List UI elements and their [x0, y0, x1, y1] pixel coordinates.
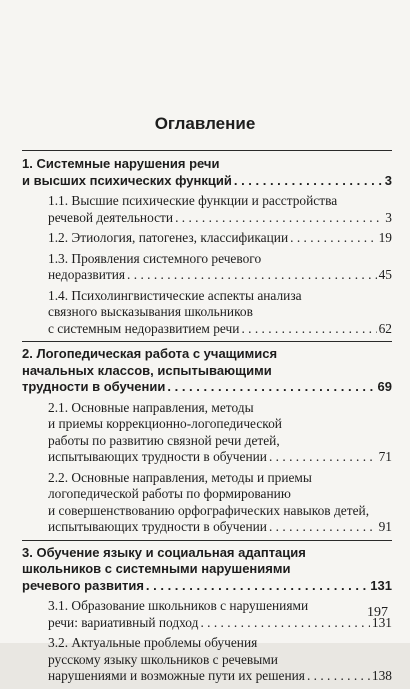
subsection-title-line: 1.3. Проявления системного речевого: [48, 250, 262, 266]
toc-section-1[interactable]: [22, 156, 392, 189]
subsection-title-line: испытывающих трудности в обучении: [48, 519, 267, 534]
toc-section-2[interactable]: [22, 346, 392, 396]
dot-leader: [269, 519, 377, 536]
dot-leader: [290, 230, 376, 247]
section-divider: [22, 341, 392, 342]
subsection-title-line: русскому языку школьников с речевыми: [48, 651, 278, 667]
section-title-line: трудности в обучении: [22, 379, 166, 394]
subsection-title-line: нарушениями и возможные пути их решения: [48, 668, 305, 683]
dot-leader: [127, 267, 377, 284]
section-title-line: начальных классов, испытывающими: [22, 362, 272, 378]
toc-subsection[interactable]: [22, 635, 392, 685]
subsection-title-line: 2.2. Основные направления, методы и приемы: [48, 469, 312, 485]
page-number: 197: [367, 605, 388, 620]
subsection-title-line: речевой деятельности: [48, 209, 174, 225]
section-page-number: 131: [370, 577, 392, 593]
subsection-title-line: и приемы коррекционно-логопедической: [48, 416, 282, 431]
dot-leader: [200, 615, 369, 632]
subsection-title-line: 1.4. Психолингвистические аспекты анализа: [48, 287, 302, 303]
dot-leader: [146, 578, 368, 595]
subsection-title-line: с системным недоразвитием речи: [48, 320, 240, 336]
toc-subsection[interactable]: [22, 193, 392, 226]
heading-rule: [22, 150, 392, 151]
subsection-page-number: 138: [371, 668, 392, 683]
toc-subsection[interactable]: [22, 400, 392, 466]
subsection-page-number: 91: [378, 519, 392, 534]
section-title-line: 3. Обучение языку и социальная адаптация: [22, 544, 306, 560]
subsection-title-line: связного высказывания школьников: [48, 304, 253, 319]
subsection-page-number: 62: [378, 320, 392, 336]
subsection-page-number: 45: [378, 267, 392, 282]
subsection-title-line: 3.1. Образование школьников с нарушениями: [48, 598, 309, 613]
subsection-title-line: 2.1. Основные направления, методы: [48, 399, 254, 415]
subsection-title-line: речи: вариативный подход: [48, 614, 199, 630]
subsection-title-line: недоразвития: [48, 267, 126, 282]
subsection-page-number: 19: [378, 230, 392, 245]
subsection-title-line: 1.2. Этиология, патогенез, классификации: [48, 230, 289, 245]
subsection-page-number: 131: [371, 614, 392, 630]
toc-subsection[interactable]: [22, 288, 392, 338]
subsection-title-line: испытывающих трудности в обучении: [48, 449, 267, 464]
dot-leader: [307, 668, 370, 685]
subsection-title-line: работы по развитию связной речи детей,: [48, 432, 280, 448]
toc-subsection[interactable]: [22, 470, 392, 536]
section-title-line: и высших психических функций: [22, 172, 232, 188]
section-title-line: 2. Логопедическая работа с учащимися: [22, 346, 278, 361]
dot-leader: [269, 449, 377, 466]
section-title-line: 1. Системные нарушения речи: [22, 156, 220, 171]
dot-leader: [175, 210, 383, 227]
section-page-number: 3: [384, 172, 392, 188]
dot-leader: [234, 173, 383, 190]
subsection-title-line: логопедической работы по формированию: [48, 486, 291, 501]
subsection-page-number: 71: [378, 449, 392, 464]
subsection-title-line: 1.1. Высшие психические функции и расстройства: [48, 193, 338, 208]
table-of-contents: [22, 156, 392, 689]
toc-subsection[interactable]: [22, 251, 392, 284]
section-title-line: речевого развития: [22, 577, 144, 593]
dot-leader: [167, 379, 375, 396]
toc-section-3[interactable]: [22, 545, 392, 595]
toc-subsection[interactable]: [22, 598, 392, 631]
subsection-title-line: и совершенствованию орфографических навыков детей,: [48, 502, 370, 518]
subsection-page-number: 3: [385, 209, 392, 225]
section-page-number: 69: [377, 379, 392, 394]
section-divider: [22, 540, 392, 541]
toc-subsection[interactable]: [22, 230, 392, 247]
subsection-title-line: 3.2. Актуальные проблемы обучения: [48, 635, 258, 650]
toc-heading: Оглавление: [154, 114, 256, 133]
dot-leader: [241, 321, 376, 338]
section-title-line: школьников с системными нарушениями: [22, 561, 291, 576]
